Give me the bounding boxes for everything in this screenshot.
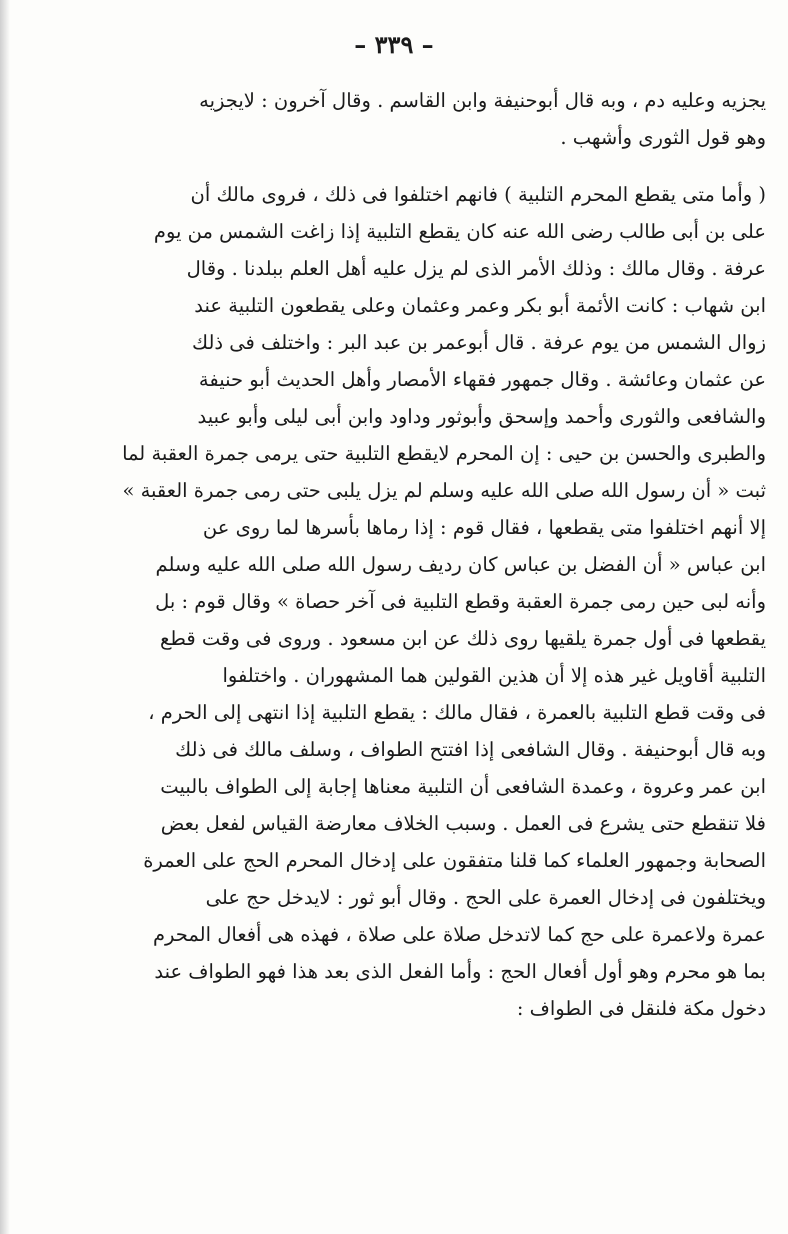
text-line: ابن عباس « أن الفضل بن عباس كان رديف رسول الله صلى الله عليه وسلم (155, 553, 766, 576)
page-edge-shadow (0, 0, 10, 1234)
page-number: – ٣٣٩ – (354, 30, 434, 59)
text-line: ابن شهاب : كانت الأئمة أبو بكر وعمر وعثمان وعلى يقطعون التلبية عند (194, 294, 766, 317)
text-line: بما هو محرم وهو أول أفعال الحج : وأما الفعل الذى بعد هذا فهو الطواف عند (154, 960, 766, 983)
text-line: فى وقت قطع التلبية بالعمرة ، فقال مالك : يقطع التلبية إذا انتهى إلى الحرم ، (148, 701, 766, 724)
text-line: ثبت « أن رسول الله صلى الله عليه وسلم لم يزل يلبى حتى رمى جمرة العقبة » (122, 479, 766, 502)
text-line: وبه قال أبوحنيفة . وقال الشافعى إذا افتتح الطواف ، وسلف مالك فى ذلك (175, 738, 766, 761)
text-line: زوال الشمس من يوم عرفة . قال أبوعمر بن عبد البر : واختلف فى ذلك (192, 331, 766, 354)
text-line: الصحابة وجمهور العلماء كما قلنا متفقون على إدخال المحرم الحج على العمرة (143, 849, 766, 872)
paragraph-2 (96, 176, 766, 1027)
text-line: فلا تنقطع حتى يشرع فى العمل . وسبب الخلاف معارضة القياس لفعل بعض (160, 812, 766, 835)
text-line: على بن أبى طالب رضى الله عنه كان يقطع التلبية إذا زاغت الشمس من يوم (153, 220, 766, 243)
text-line: يجزيه وعليه دم ، وبه قال أبوحنيفة وابن القاسم . وقال آخرون : لايجزيه (199, 89, 766, 112)
text-line: والطبرى والحسن بن حيى : إن المحرم لايقطع التلبية حتى يرمى جمرة العقبة لما (122, 442, 766, 465)
text-line: ( وأما متى يقطع المحرم التلبية ) فانهم اختلفوا فى ذلك ، فروى مالك أن (190, 183, 766, 206)
text-line: وهو قول الثورى وأشهب . (560, 126, 766, 149)
text-line: يقطعها فى أول جمرة يلقيها روى ذلك عن ابن مسعود . وروى فى وقت قطع (159, 627, 766, 650)
text-line: والشافعى والثورى وأحمد وإسحق وأبوثور وداود وابن أبى ليلى وأبو عبيد (197, 405, 766, 428)
text-line: وأنه لبى حين رمى جمرة العقبة وقطع التلبية فى آخر حصاة » وقال قوم : بل (155, 590, 766, 613)
text-line: عن عثمان وعائشة . وقال جمهور فقهاء الأمصار وأهل الحديث أبو حنيفة (198, 368, 766, 391)
text-line: ويختلفون فى إدخال العمرة على الحج . وقال أبو ثور : لايدخل حج على (205, 886, 766, 909)
text-line: عرفة . وقال مالك : وذلك الأمر الذى لم يزل عليه أهل العلم ببلدنا . وقال (186, 257, 766, 280)
text-line: دخول مكة فلنقل فى الطواف : (516, 997, 766, 1020)
text-line: إلا أنهم اختلفوا متى يقطعها ، فقال قوم : إذا رماها بأسرها لما روى عن (202, 516, 766, 539)
text-line: التلبية أقاويل غير هذه إلا أن هذين القولين هما المشهوران . واختلفوا (222, 664, 766, 687)
text-line: ابن عمر وعروة ، وعمدة الشافعى أن التلبية معناها إجابة إلى الطواف بالبيت (160, 775, 766, 798)
text-line: عمرة ولاعمرة على حج كما لاتدخل صلاة على صلاة ، فهذه هى أفعال المحرم (152, 923, 766, 946)
paragraph-1 (96, 82, 766, 156)
